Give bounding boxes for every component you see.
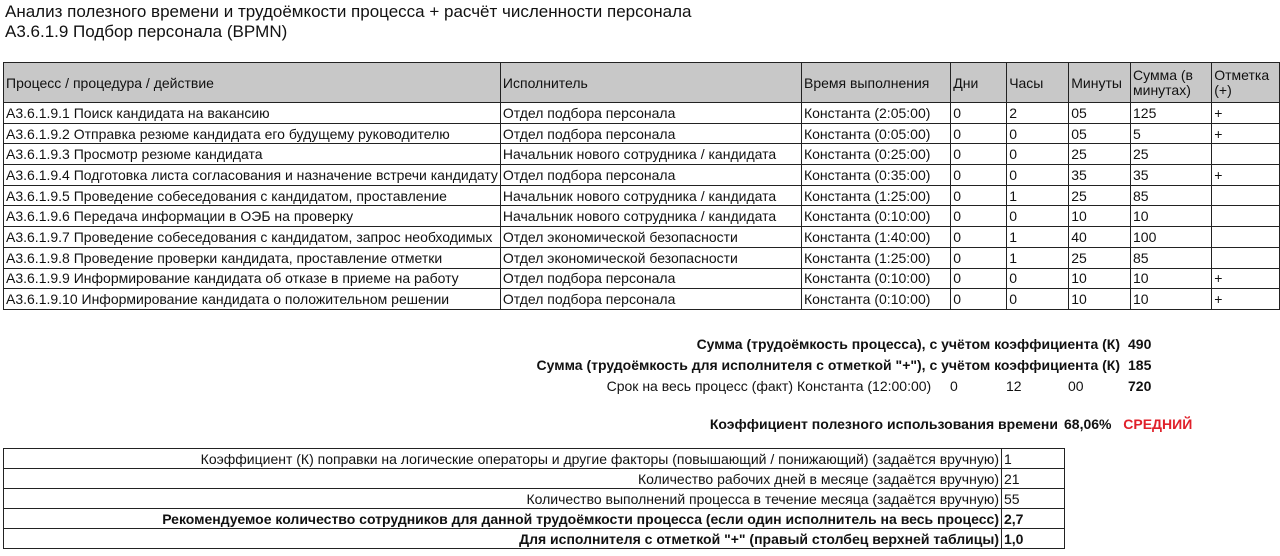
column-header: Отметка (+)	[1212, 63, 1280, 103]
total-value: 490	[1128, 336, 1152, 352]
duration-cell: Константа (1:25:00)	[801, 185, 950, 206]
ratio-label: Коэффициент полезного использования времени	[709, 416, 1058, 432]
sum-cell: 10	[1131, 268, 1212, 289]
table-row	[4, 268, 1280, 289]
sum-cell: 10	[1131, 289, 1212, 310]
sum-cell: 100	[1131, 227, 1212, 248]
sum-cell: 125	[1131, 103, 1212, 124]
process-cell: А3.6.1.9.6 Передача информации в ОЭБ на проверку	[4, 206, 501, 227]
parameter-row	[4, 509, 1065, 529]
column-header: Время выполнения	[801, 63, 950, 103]
days-cell: 0	[951, 227, 1007, 248]
minutes-cell: 10	[1069, 206, 1131, 227]
executor-cell: Отдел экономической безопасности	[500, 247, 801, 268]
minutes-cell: 40	[1069, 227, 1131, 248]
hours-cell: 1	[1007, 227, 1069, 248]
plus-total-value: 185	[1128, 357, 1152, 373]
minutes-cell: 25	[1069, 144, 1131, 165]
term-time: Константа (12:00:00)	[797, 378, 932, 394]
table-row	[4, 144, 1280, 165]
days-cell: 0	[951, 144, 1007, 165]
term-minutes: 00	[1068, 378, 1084, 394]
process-cell: А3.6.1.9.5 Проведение собеседования с кандидатом, проставление	[4, 185, 501, 206]
executor-cell: Отдел экономической безопасности	[500, 227, 801, 248]
days-cell: 0	[951, 268, 1007, 289]
mark-cell	[1212, 185, 1280, 206]
parameters-table	[3, 448, 1065, 549]
mark-cell: +	[1212, 123, 1280, 144]
process-cell: А3.6.1.9.10 Информирование кандидата о положительном решении	[4, 289, 501, 310]
process-cell: А3.6.1.9.3 Просмотр резюме кандидата	[4, 144, 501, 165]
duration-cell: Константа (0:10:00)	[801, 268, 950, 289]
process-cell: А3.6.1.9.4 Подготовка листа согласования и назначение встречи кандидату	[4, 165, 501, 186]
parameter-row	[4, 469, 1065, 489]
sum-cell: 5	[1131, 123, 1212, 144]
minutes-cell: 05	[1069, 123, 1131, 144]
duration-cell: Константа (2:05:00)	[801, 103, 950, 124]
mark-cell: +	[1212, 268, 1280, 289]
executor-cell: Начальник нового сотрудника / кандидата	[500, 185, 801, 206]
duration-cell: Константа (0:35:00)	[801, 165, 950, 186]
parameter-label: Количество выполнений процесса в течение месяца (задаётся вручную)	[4, 489, 1002, 509]
table-row	[4, 185, 1280, 206]
sum-cell: 35	[1131, 165, 1212, 186]
executor-cell: Отдел подбора персонала	[500, 165, 801, 186]
term-value: 720	[1128, 378, 1152, 394]
executor-cell: Отдел подбора персонала	[500, 103, 801, 124]
sum-cell: 85	[1131, 185, 1212, 206]
total-label: Сумма (трудоёмкость процесса), с учётом коэффициента (К)	[696, 336, 1120, 352]
duration-cell: Константа (1:25:00)	[801, 247, 950, 268]
table-row	[4, 206, 1280, 227]
table-row	[4, 103, 1280, 124]
days-cell: 0	[951, 103, 1007, 124]
minutes-cell: 10	[1069, 289, 1131, 310]
ratio-value: 68,06%	[1064, 416, 1112, 432]
plus-total-label: Сумма (трудоёмкость для исполнителя с отметкой "+"), с учётом коэффициента (К)	[536, 357, 1120, 373]
parameter-value[interactable]: 1	[1002, 449, 1065, 469]
mark-cell	[1212, 144, 1280, 165]
mark-cell	[1212, 206, 1280, 227]
column-header: Часы	[1007, 63, 1069, 103]
parameter-row	[4, 489, 1065, 509]
mark-cell: +	[1212, 103, 1280, 124]
term-hours: 12	[1006, 378, 1022, 394]
process-cell: А3.6.1.9.7 Проведение собеседования с кандидатом, запрос необходимых	[4, 227, 501, 248]
hours-cell: 2	[1007, 103, 1069, 124]
parameter-label: Для исполнителя с отметкой "+" (правый столбец верхней таблицы)	[4, 529, 1002, 549]
table-row	[4, 289, 1280, 310]
column-header: Дни	[951, 63, 1007, 103]
process-cell: А3.6.1.9.8 Проведение проверки кандидата, проставление отметки	[4, 247, 501, 268]
duration-cell: Константа (1:40:00)	[801, 227, 950, 248]
page-title: Анализ полезного времени и трудоёмкости процесса + расчёт численности персонала	[5, 2, 692, 21]
minutes-cell: 35	[1069, 165, 1131, 186]
parameter-label: Коэффициент (К) поправки на логические операторы и другие факторы (повышающий / понижающий) (задаётся вручную)	[4, 449, 1002, 469]
hours-cell: 1	[1007, 185, 1069, 206]
hours-cell: 0	[1007, 123, 1069, 144]
table-row	[4, 165, 1280, 186]
days-cell: 0	[951, 185, 1007, 206]
hours-cell: 0	[1007, 268, 1069, 289]
parameter-value: 2,7	[1002, 509, 1065, 529]
days-cell: 0	[951, 206, 1007, 227]
table-row	[4, 123, 1280, 144]
parameter-row	[4, 449, 1065, 469]
days-cell: 0	[951, 247, 1007, 268]
term-days: 0	[950, 378, 958, 394]
page-subtitle: А3.6.1.9 Подбор персонала (BPMN)	[5, 22, 288, 41]
hours-cell: 0	[1007, 144, 1069, 165]
parameter-value: 1,0	[1002, 529, 1065, 549]
term-label: Срок на весь процесс (факт)	[606, 378, 793, 394]
mark-cell: +	[1212, 289, 1280, 310]
parameter-value[interactable]: 55	[1002, 489, 1065, 509]
process-cell: А3.6.1.9.2 Отправка резюме кандидата его будущему руководителю	[4, 123, 501, 144]
parameter-label: Количество рабочих дней в месяце (задаётся вручную)	[4, 469, 1002, 489]
hours-cell: 1	[1007, 247, 1069, 268]
executor-cell: Отдел подбора персонала	[500, 268, 801, 289]
duration-cell: Константа (0:10:00)	[801, 289, 950, 310]
ratio-grade: СРЕДНИЙ	[1123, 416, 1193, 432]
hours-cell: 0	[1007, 206, 1069, 227]
parameter-label: Рекомендуемое количество сотрудников для данной трудоёмкости процесса (если один исполнитель на весь процесс)	[4, 509, 1002, 529]
parameter-row	[4, 529, 1065, 549]
executor-cell: Начальник нового сотрудника / кандидата	[500, 206, 801, 227]
minutes-cell: 05	[1069, 103, 1131, 124]
column-header: Процесс / процедура / действие	[4, 63, 501, 103]
executor-cell: Отдел подбора персонала	[500, 289, 801, 310]
column-header: Минуты	[1069, 63, 1131, 103]
duration-cell: Константа (0:10:00)	[801, 206, 950, 227]
days-cell: 0	[951, 123, 1007, 144]
minutes-cell: 10	[1069, 268, 1131, 289]
process-cell: А3.6.1.9.1 Поиск кандидата на вакансию	[4, 103, 501, 124]
executor-cell: Отдел подбора персонала	[500, 123, 801, 144]
hours-cell: 0	[1007, 165, 1069, 186]
column-header: Исполнитель	[500, 63, 801, 103]
minutes-cell: 25	[1069, 185, 1131, 206]
parameter-value[interactable]: 21	[1002, 469, 1065, 489]
sum-cell: 10	[1131, 206, 1212, 227]
days-cell: 0	[951, 165, 1007, 186]
mark-cell: +	[1212, 165, 1280, 186]
hours-cell: 0	[1007, 289, 1069, 310]
duration-cell: Константа (0:25:00)	[801, 144, 950, 165]
days-cell: 0	[951, 289, 1007, 310]
executor-cell: Начальник нового сотрудника / кандидата	[500, 144, 801, 165]
table-row	[4, 227, 1280, 248]
sum-cell: 25	[1131, 144, 1212, 165]
table-row	[4, 247, 1280, 268]
minutes-cell: 25	[1069, 247, 1131, 268]
process-cell: А3.6.1.9.9 Информирование кандидата об отказе в приеме на работу	[4, 268, 501, 289]
process-table	[3, 62, 1280, 310]
column-header: Сумма (в минутах)	[1131, 63, 1212, 103]
mark-cell	[1212, 227, 1280, 248]
duration-cell: Константа (0:05:00)	[801, 123, 950, 144]
sum-cell: 85	[1131, 247, 1212, 268]
mark-cell	[1212, 247, 1280, 268]
